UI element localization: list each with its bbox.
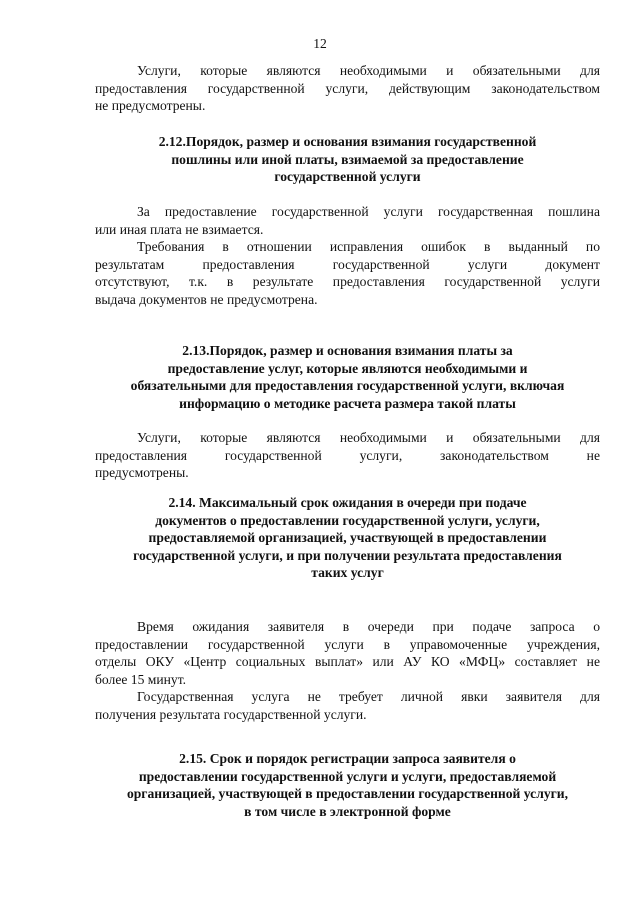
paragraph xyxy=(95,62,600,115)
paragraph-line: получения результата государственной услуги. xyxy=(95,706,367,722)
heading-line: государственной услуги xyxy=(274,169,421,184)
section-heading xyxy=(95,342,600,412)
paragraph-line: предоставлении государственной услуги в управомоченные учреждения, xyxy=(95,636,600,652)
paragraph-line: Услуги, которые являются необходимыми и обязательными для xyxy=(137,63,600,78)
paragraph-line: За предоставление государственной услуги государственная пошлина xyxy=(137,204,600,219)
heading-line: обязательными для предоставления государственной услуги, включая xyxy=(130,378,565,393)
section-heading xyxy=(95,750,600,820)
paragraph xyxy=(95,429,600,482)
paragraph-line: предусмотрены. xyxy=(95,465,189,480)
heading-line: организацией, участвующей в предоставлении государственной услуги, xyxy=(126,786,569,801)
paragraph-line: Требования в отношении исправления ошибок в выданный по xyxy=(137,239,600,254)
heading-line: предоставление услуг, которые являются необходимыми и xyxy=(167,360,528,376)
paragraph xyxy=(95,688,600,723)
heading-line: в том числе в электронной форме xyxy=(244,803,451,819)
paragraph-line: отделы ОКУ «Центр социальных выплат» или АУ КО «МФЦ» составляет не xyxy=(95,654,600,669)
paragraph xyxy=(95,203,600,238)
paragraph-line: результатам предоставления государственной услуги документ xyxy=(95,256,600,272)
heading-line: таких услуг xyxy=(311,565,384,580)
heading-line: 2.12.Порядок, размер и основания взимания государственной xyxy=(158,134,537,149)
heading-line: информацию о методике расчета размера такой платы xyxy=(179,395,516,411)
section-heading xyxy=(95,133,600,186)
paragraph-line: выдача документов не предусмотрена. xyxy=(95,291,318,307)
paragraph-line: Время ожидания заявителя в очереди при подаче запроса о xyxy=(137,619,600,634)
section-heading xyxy=(95,494,600,582)
heading-line: документов о предоставлении государственной услуги, услуги, xyxy=(155,512,540,528)
paragraph xyxy=(95,238,600,308)
heading-line: предоставляемой организацией, участвующей в предоставлении xyxy=(148,530,547,545)
page-number: 12 xyxy=(313,36,327,51)
heading-line: государственной услуги, и при получении результата предоставления xyxy=(133,547,562,563)
heading-line: 2.15. Срок и порядок регистрации запроса заявителя о xyxy=(179,751,516,766)
heading-line: пошлины или иной платы, взимаемой за предоставление xyxy=(171,151,524,167)
paragraph-line: более 15 минут. xyxy=(95,671,187,687)
heading-line: 2.13.Порядок, размер и основания взимания платы за xyxy=(182,343,513,358)
paragraph-line: или иная плата не взимается. xyxy=(95,221,264,237)
paragraph-line: предоставления государственной услуги, действующим законодательством xyxy=(95,80,600,96)
paragraph-line: Услуги, которые являются необходимыми и обязательными для xyxy=(137,430,600,445)
heading-line: предоставлении государственной услуги и услуги, предоставляемой xyxy=(138,768,557,784)
paragraph-line: не предусмотрены. xyxy=(95,98,206,113)
heading-line: 2.14. Максимальный срок ожидания в очереди при подаче xyxy=(168,495,527,510)
paragraph-line: отсутствуют, т.к. в результате предоставления государственной услуги xyxy=(95,274,600,289)
paragraph xyxy=(95,618,600,688)
paragraph-line: предоставления государственной услуги, законодательством не xyxy=(95,447,600,463)
paragraph-line: Государственная услуга не требует личной явки заявителя для xyxy=(137,689,600,704)
